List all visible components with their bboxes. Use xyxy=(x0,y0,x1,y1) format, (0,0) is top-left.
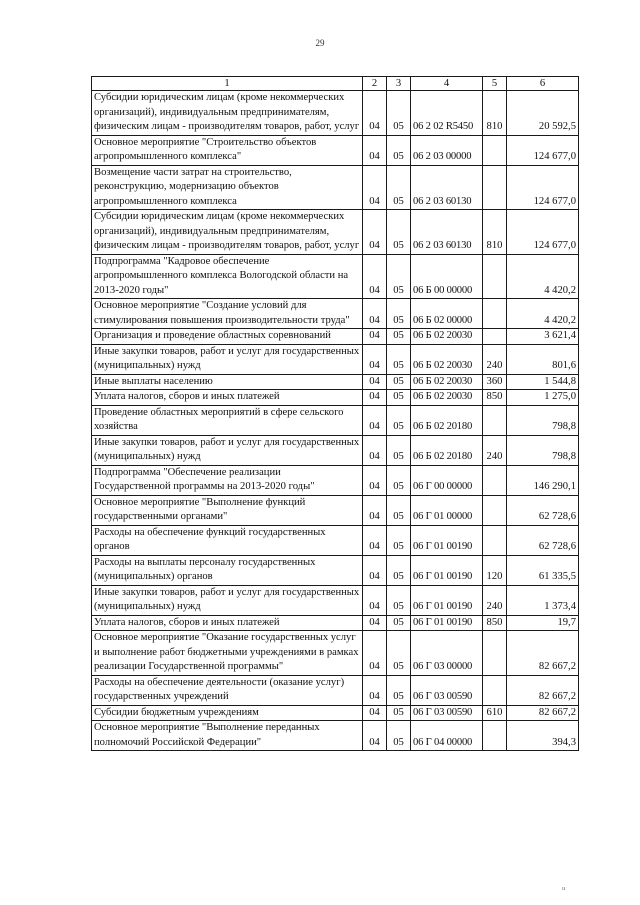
row-subsection-cell: 05 xyxy=(387,165,411,210)
row-subsection-cell: 05 xyxy=(387,254,411,299)
row-expense-cell xyxy=(483,721,507,751)
table-row xyxy=(92,675,579,705)
row-subsection-cell: 05 xyxy=(387,555,411,585)
row-subsection-cell: 05 xyxy=(387,344,411,374)
row-amount-cell: 82 667,2 xyxy=(507,705,579,721)
table-row xyxy=(92,165,579,210)
row-expense-cell: 810 xyxy=(483,91,507,136)
row-expense-cell xyxy=(483,631,507,676)
row-target-cell: 06 Г 00 00000 xyxy=(411,465,483,495)
row-name-cell: Расходы на обеспечение деятельности (оказание услуг) государственных учреждений xyxy=(92,675,363,705)
table-header-row xyxy=(92,77,579,91)
row-subsection-cell: 05 xyxy=(387,390,411,406)
row-name-cell: Основное мероприятие "Оказание государственных услуг и выполнение работ бюджетными учреждениями в рамках реализации Государственной программы" xyxy=(92,631,363,676)
table-row xyxy=(92,631,579,676)
header-col-section: 2 xyxy=(363,77,387,91)
budget-table xyxy=(91,76,579,751)
row-amount-cell: 19,7 xyxy=(507,615,579,631)
row-section-cell: 04 xyxy=(363,210,387,255)
table-row xyxy=(92,135,579,165)
row-name-cell: Основное мероприятие "Создание условий для стимулирования повышения производительности труда" xyxy=(92,299,363,329)
row-target-cell: 06 2 03 60130 xyxy=(411,210,483,255)
row-expense-cell: 850 xyxy=(483,615,507,631)
row-amount-cell: 62 728,6 xyxy=(507,525,579,555)
row-expense-cell: 610 xyxy=(483,705,507,721)
table-row xyxy=(92,495,579,525)
row-section-cell: 04 xyxy=(363,344,387,374)
row-subsection-cell: 05 xyxy=(387,465,411,495)
row-name-cell: Иные выплаты населению xyxy=(92,374,363,390)
row-expense-cell xyxy=(483,495,507,525)
row-section-cell: 04 xyxy=(363,525,387,555)
row-section-cell: 04 xyxy=(363,705,387,721)
row-subsection-cell: 05 xyxy=(387,299,411,329)
row-name-cell: Возмещение части затрат на строительство, реконструкцию, модернизацию объектов агропромышленного комплекса xyxy=(92,165,363,210)
row-expense-cell: 850 xyxy=(483,390,507,406)
row-target-cell: 06 Г 03 00590 xyxy=(411,675,483,705)
row-amount-cell: 146 290,1 xyxy=(507,465,579,495)
row-subsection-cell: 05 xyxy=(387,721,411,751)
table-row xyxy=(92,435,579,465)
table-row xyxy=(92,390,579,406)
row-name-cell: Субсидии юридическим лицам (кроме некоммерческих организаций), индивидуальным предпринимателям, физическим лицам - производителям товаров, работ, услуг xyxy=(92,91,363,136)
table-row xyxy=(92,299,579,329)
row-name-cell: Иные закупки товаров, работ и услуг для государственных (муниципальных) нужд xyxy=(92,435,363,465)
row-section-cell: 04 xyxy=(363,675,387,705)
row-section-cell: 04 xyxy=(363,165,387,210)
row-target-cell: 06 Б 02 20030 xyxy=(411,344,483,374)
row-target-cell: 06 Б 02 00000 xyxy=(411,299,483,329)
row-amount-cell: 124 677,0 xyxy=(507,165,579,210)
row-amount-cell: 798,8 xyxy=(507,435,579,465)
corner-mark: ıı xyxy=(562,886,566,892)
row-target-cell: 06 Г 01 00190 xyxy=(411,585,483,615)
row-section-cell: 04 xyxy=(363,435,387,465)
row-subsection-cell: 05 xyxy=(387,435,411,465)
row-section-cell: 04 xyxy=(363,465,387,495)
row-target-cell: 06 2 03 60130 xyxy=(411,165,483,210)
row-amount-cell: 62 728,6 xyxy=(507,495,579,525)
table-row xyxy=(92,91,579,136)
row-name-cell: Основное мероприятие "Выполнение переданных полномочий Российской Федерации" xyxy=(92,721,363,751)
row-name-cell: Основное мероприятие "Строительство объектов агропромышленного комплекса" xyxy=(92,135,363,165)
row-section-cell: 04 xyxy=(363,91,387,136)
row-subsection-cell: 05 xyxy=(387,631,411,676)
row-expense-cell xyxy=(483,135,507,165)
row-subsection-cell: 05 xyxy=(387,705,411,721)
row-target-cell: 06 Г 03 00000 xyxy=(411,631,483,676)
table-row xyxy=(92,705,579,721)
table-row xyxy=(92,329,579,345)
row-section-cell: 04 xyxy=(363,390,387,406)
row-name-cell: Уплата налогов, сборов и иных платежей xyxy=(92,390,363,406)
row-expense-cell xyxy=(483,675,507,705)
row-section-cell: 04 xyxy=(363,631,387,676)
header-col-target: 4 xyxy=(411,77,483,91)
row-subsection-cell: 05 xyxy=(387,525,411,555)
row-section-cell: 04 xyxy=(363,374,387,390)
table-row xyxy=(92,254,579,299)
row-section-cell: 04 xyxy=(363,254,387,299)
row-name-cell: Иные закупки товаров, работ и услуг для государственных (муниципальных) нужд xyxy=(92,585,363,615)
row-subsection-cell: 05 xyxy=(387,585,411,615)
table-body xyxy=(92,91,579,751)
row-name-cell: Уплата налогов, сборов и иных платежей xyxy=(92,615,363,631)
row-subsection-cell: 05 xyxy=(387,210,411,255)
table-row xyxy=(92,721,579,751)
row-subsection-cell: 05 xyxy=(387,405,411,435)
header-col-amount: 6 xyxy=(507,77,579,91)
row-subsection-cell: 05 xyxy=(387,495,411,525)
row-target-cell: 06 Г 04 00000 xyxy=(411,721,483,751)
row-name-cell: Расходы на выплаты персоналу государственных (муниципальных) органов xyxy=(92,555,363,585)
row-target-cell: 06 2 03 00000 xyxy=(411,135,483,165)
row-name-cell: Подпрограмма "Обеспечение реализации Государственной программы на 2013-2020 годы" xyxy=(92,465,363,495)
row-target-cell: 06 Б 02 20030 xyxy=(411,374,483,390)
row-section-cell: 04 xyxy=(363,495,387,525)
row-target-cell: 06 Б 02 20030 xyxy=(411,390,483,406)
header-col-expense: 5 xyxy=(483,77,507,91)
row-section-cell: 04 xyxy=(363,721,387,751)
row-expense-cell: 810 xyxy=(483,210,507,255)
row-section-cell: 04 xyxy=(363,405,387,435)
row-section-cell: 04 xyxy=(363,615,387,631)
row-subsection-cell: 05 xyxy=(387,615,411,631)
row-subsection-cell: 05 xyxy=(387,91,411,136)
row-name-cell: Организация и проведение областных соревнований xyxy=(92,329,363,345)
row-section-cell: 04 xyxy=(363,135,387,165)
row-target-cell: 06 Г 01 00190 xyxy=(411,555,483,585)
table-row xyxy=(92,374,579,390)
row-amount-cell: 1 275,0 xyxy=(507,390,579,406)
header-col-subsection: 3 xyxy=(387,77,411,91)
row-name-cell: Субсидии бюджетным учреждениям xyxy=(92,705,363,721)
row-amount-cell: 82 667,2 xyxy=(507,631,579,676)
row-section-cell: 04 xyxy=(363,555,387,585)
row-amount-cell: 20 592,5 xyxy=(507,91,579,136)
table-row xyxy=(92,615,579,631)
row-name-cell: Субсидии юридическим лицам (кроме некоммерческих организаций), индивидуальным предпринимателям, физическим лицам - производителям товаров, работ, услуг xyxy=(92,210,363,255)
row-section-cell: 04 xyxy=(363,585,387,615)
row-amount-cell: 394,3 xyxy=(507,721,579,751)
row-expense-cell xyxy=(483,525,507,555)
row-name-cell: Проведение областных мероприятий в сфере сельского хозяйства xyxy=(92,405,363,435)
row-expense-cell xyxy=(483,329,507,345)
row-name-cell: Расходы на обеспечение функций государственных органов xyxy=(92,525,363,555)
row-section-cell: 04 xyxy=(363,299,387,329)
row-amount-cell: 798,8 xyxy=(507,405,579,435)
row-amount-cell: 4 420,2 xyxy=(507,254,579,299)
row-amount-cell: 4 420,2 xyxy=(507,299,579,329)
row-amount-cell: 82 667,2 xyxy=(507,675,579,705)
row-target-cell: 06 Г 03 00590 xyxy=(411,705,483,721)
row-amount-cell: 124 677,0 xyxy=(507,210,579,255)
table-row xyxy=(92,465,579,495)
row-expense-cell xyxy=(483,299,507,329)
row-target-cell: 06 Б 00 00000 xyxy=(411,254,483,299)
table-row xyxy=(92,344,579,374)
row-subsection-cell: 05 xyxy=(387,374,411,390)
row-amount-cell: 1 373,4 xyxy=(507,585,579,615)
row-target-cell: 06 Б 02 20180 xyxy=(411,435,483,465)
row-amount-cell: 124 677,0 xyxy=(507,135,579,165)
table-row xyxy=(92,585,579,615)
row-expense-cell: 240 xyxy=(483,435,507,465)
row-expense-cell: 240 xyxy=(483,344,507,374)
row-expense-cell: 240 xyxy=(483,585,507,615)
header-col-name: 1 xyxy=(92,77,363,91)
row-target-cell: 06 Б 02 20030 xyxy=(411,329,483,345)
row-target-cell: 06 Г 01 00190 xyxy=(411,525,483,555)
row-name-cell: Основное мероприятие "Выполнение функций государственными органами" xyxy=(92,495,363,525)
row-expense-cell xyxy=(483,165,507,210)
table-row xyxy=(92,525,579,555)
row-amount-cell: 61 335,5 xyxy=(507,555,579,585)
row-expense-cell: 120 xyxy=(483,555,507,585)
table-row xyxy=(92,555,579,585)
row-amount-cell: 1 544,8 xyxy=(507,374,579,390)
page-number: 29 xyxy=(315,38,325,48)
row-expense-cell xyxy=(483,465,507,495)
row-expense-cell xyxy=(483,405,507,435)
table-row xyxy=(92,210,579,255)
row-amount-cell: 801,6 xyxy=(507,344,579,374)
row-section-cell: 04 xyxy=(363,329,387,345)
row-name-cell: Подпрограмма "Кадровое обеспечение агропромышленного комплекса Вологодской области на 2013-2020 годы" xyxy=(92,254,363,299)
row-subsection-cell: 05 xyxy=(387,329,411,345)
table-row xyxy=(92,405,579,435)
row-name-cell: Иные закупки товаров, работ и услуг для государственных (муниципальных) нужд xyxy=(92,344,363,374)
row-expense-cell: 360 xyxy=(483,374,507,390)
row-expense-cell xyxy=(483,254,507,299)
row-target-cell: 06 Б 02 20180 xyxy=(411,405,483,435)
row-target-cell: 06 Г 01 00000 xyxy=(411,495,483,525)
row-target-cell: 06 Г 01 00190 xyxy=(411,615,483,631)
row-subsection-cell: 05 xyxy=(387,135,411,165)
row-amount-cell: 3 621,4 xyxy=(507,329,579,345)
row-subsection-cell: 05 xyxy=(387,675,411,705)
row-target-cell: 06 2 02 R5450 xyxy=(411,91,483,136)
